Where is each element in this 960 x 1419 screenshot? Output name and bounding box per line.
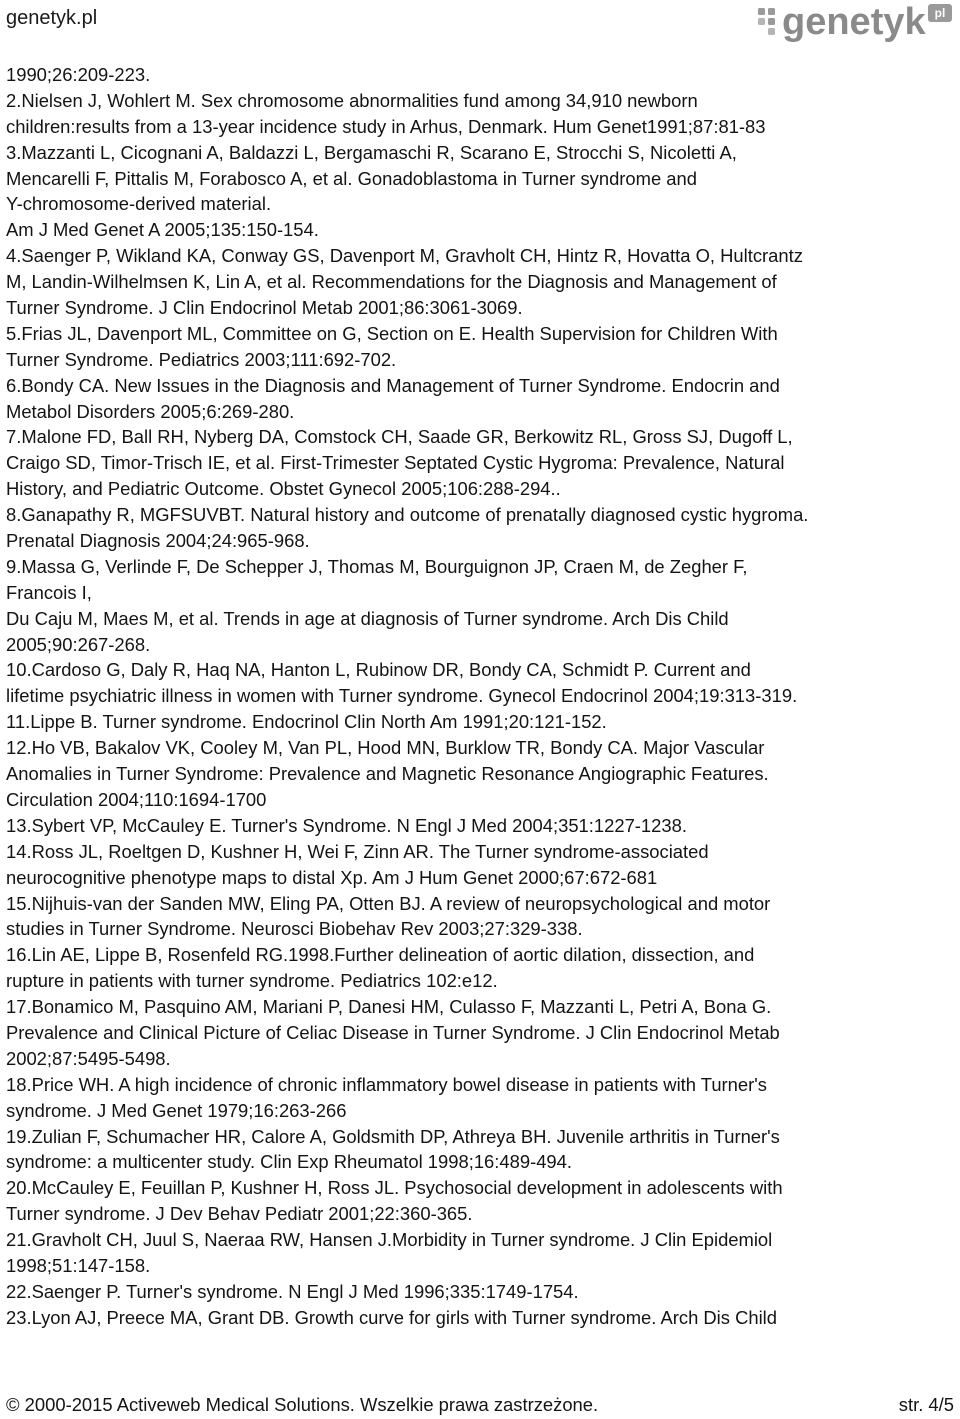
page-number: str. 4/5: [898, 1394, 954, 1415]
reference-line: 18.Price WH. A high incidence of chronic inflammatory bowel disease in patients with Turner's: [6, 1073, 767, 1095]
reference-line: 16.Lin AE, Lippe B, Rosenfeld RG.1998.Further delineation of aortic dilation, dissection, and: [6, 944, 755, 966]
reference-line: History, and Pediatric Outcome. Obstet Gynecol 2005;106:288-294..: [6, 478, 561, 500]
reference-line: 17.Bonamico M, Pasquino AM, Mariani P, Danesi HM, Culasso F, Mazzanti L, Petri A, Bona G.: [6, 996, 772, 1018]
reference-line: neurocognitive phenotype maps to distal Xp. Am J Hum Genet 2000;67:672-681: [6, 866, 658, 888]
reference-line: syndrome: a multicenter study. Clin Exp Rheumatol 1998;16:489-494.: [6, 1151, 572, 1173]
reference-line: Prevalence and Clinical Picture of Celiac Disease in Turner Syndrome. J Clin Endocrinol Metab: [6, 1021, 780, 1043]
reference-line: 2005;90:267-268.: [6, 633, 151, 655]
reference-line: 23.Lyon AJ, Preece MA, Grant DB. Growth curve for girls with Turner syndrome. Arch Dis Child: [6, 1306, 777, 1328]
reference-line: 21.Gravholt CH, Juul S, Naeraa RW, Hansen J.Morbidity in Turner syndrome. J Clin Epidemiol: [6, 1229, 773, 1251]
reference-line: Y-chromosome-derived material.: [6, 193, 272, 215]
reference-line: 15.Nijhuis-van der Sanden MW, Eling PA, Otten BJ. A review of neuropsychological and motor: [6, 892, 771, 914]
reference-line: rupture in patients with turner syndrome. Pediatrics 102:e12.: [6, 970, 498, 992]
reference-line: 14.Ross JL, Roeltgen D, Kushner H, Wei F, Zinn AR. The Turner syndrome-associated: [6, 840, 709, 862]
reference-line: Turner syndrome. J Dev Behav Pediatr 2001;22:360-365.: [6, 1203, 473, 1225]
reference-line: Anomalies in Turner Syndrome: Prevalence and Magnetic Resonance Angiographic Features.: [6, 763, 769, 785]
reference-line: 1990;26:209-223.: [6, 64, 151, 85]
reference-line: lifetime psychiatric illness in women with Turner syndrome. Gynecol Endocrinol 2004;19:313-319.: [6, 685, 798, 707]
reference-line: studies in Turner Syndrome. Neurosci Biobehav Rev 2003;27:329-338.: [6, 918, 583, 940]
page-footer: [6, 1392, 954, 1418]
reference-line: Circulation 2004;110:1694-1700: [6, 788, 267, 810]
reference-line: Francois I,: [6, 581, 92, 603]
reference-line: children:results from a 13-year incidence study in Arhus, Denmark. Hum Genet1991;87:81-83: [6, 115, 766, 137]
reference-line: 5.Frias JL, Davenport ML, Committee on G, Section on E. Health Supervision for Children With: [6, 322, 778, 344]
reference-line: Turner Syndrome. J Clin Endocrinol Metab 2001;86:3061-3069.: [6, 297, 523, 319]
logo-badge: pl: [934, 6, 946, 20]
reference-line: Am J Med Genet A 2005;135:150-154.: [6, 219, 319, 241]
logo-dots-icon: [758, 8, 775, 35]
reference-line: 4.Saenger P, Wikland KA, Conway GS, Davenport M, Gravholt CH, Hintz R, Hovatta O, Hultcrantz: [6, 245, 803, 267]
reference-line: 10.Cardoso G, Daly R, Haq NA, Hanton L, Rubinow DR, Bondy CA, Schmidt P. Current and: [6, 659, 751, 681]
reference-line: 20.McCauley E, Feuillan P, Kushner H, Ross JL. Psychosocial development in adolescents with: [6, 1177, 783, 1199]
reference-line: 3.Mazzanti L, Cicognani A, Baldazzi L, Bergamaschi R, Scarano E, Strocchi S, Nicoletti A,: [6, 141, 737, 163]
reference-line: 8.Ganapathy R, MGFSUVBT. Natural history and outcome of prenatally diagnosed cystic hygroma.: [6, 504, 809, 526]
reference-line: 2002;87:5495-5498.: [6, 1047, 171, 1069]
reference-line: 11.Lippe B. Turner syndrome. Endocrinol Clin North Am 1991;20:121-152.: [6, 711, 607, 733]
reference-list: [6, 62, 954, 1331]
copyright-text: © 2000-2015 Activeweb Medical Solutions. Wszelkie prawa zastrzeżone.: [6, 1394, 599, 1415]
reference-line: syndrome. J Med Genet 1979;16:263-266: [6, 1099, 347, 1121]
reference-line: Mencarelli F, Pittalis M, Forabosco A, et al. Gonadoblastoma in Turner syndrome and: [6, 167, 697, 189]
reference-line: 13.Sybert VP, McCauley E. Turner's Syndrome. N Engl J Med 2004;351:1227-1238.: [6, 814, 687, 836]
reference-line: 2.Nielsen J, Wohlert M. Sex chromosome abnormalities fund among 34,910 newborn: [6, 89, 698, 111]
reference-line: M, Landin-Wilhelmsen K, Lin A, et al. Recommendations for the Diagnosis and Management of: [6, 271, 777, 293]
reference-line: Du Caju M, Maes M, et al. Trends in age at diagnosis of Turner syndrome. Arch Dis Child: [6, 607, 729, 629]
reference-line: 6.Bondy CA. New Issues in the Diagnosis and Management of Turner Syndrome. Endocrin and: [6, 374, 780, 396]
reference-line: 22.Saenger P. Turner's syndrome. N Engl J Med 1996;335:1749-1754.: [6, 1280, 579, 1302]
reference-line: 1998;51:147-158.: [6, 1254, 151, 1276]
reference-line: 7.Malone FD, Ball RH, Nyberg DA, Comstock CH, Saade GR, Berkowitz RL, Gross SJ, Dugoff L,: [6, 426, 793, 448]
site-name: genetyk.pl: [6, 7, 98, 29]
reference-line: Prenatal Diagnosis 2004;24:965-968.: [6, 530, 310, 552]
reference-line: Metabol Disorders 2005;6:269-280.: [6, 400, 295, 422]
reference-line: Craigo SD, Timor-Trisch IE, et al. First-Trimester Septated Cystic Hygroma: Prevalence, Natural: [6, 452, 785, 474]
logo-wordmark: genetyk: [782, 1, 926, 43]
genetyk-logo: [756, 0, 956, 48]
reference-line: 19.Zulian F, Schumacher HR, Calore A, Goldsmith DP, Athreya BH. Juvenile arthritis in Turner's: [6, 1125, 780, 1147]
reference-line: 9.Massa G, Verlinde F, De Schepper J, Thomas M, Bourguignon JP, Craen M, de Zegher F,: [6, 555, 748, 577]
reference-line: 12.Ho VB, Bakalov VK, Cooley M, Van PL, Hood MN, Burklow TR, Bondy CA. Major Vascular: [6, 737, 765, 759]
reference-line: Turner Syndrome. Pediatrics 2003;111:692-702.: [6, 348, 397, 370]
